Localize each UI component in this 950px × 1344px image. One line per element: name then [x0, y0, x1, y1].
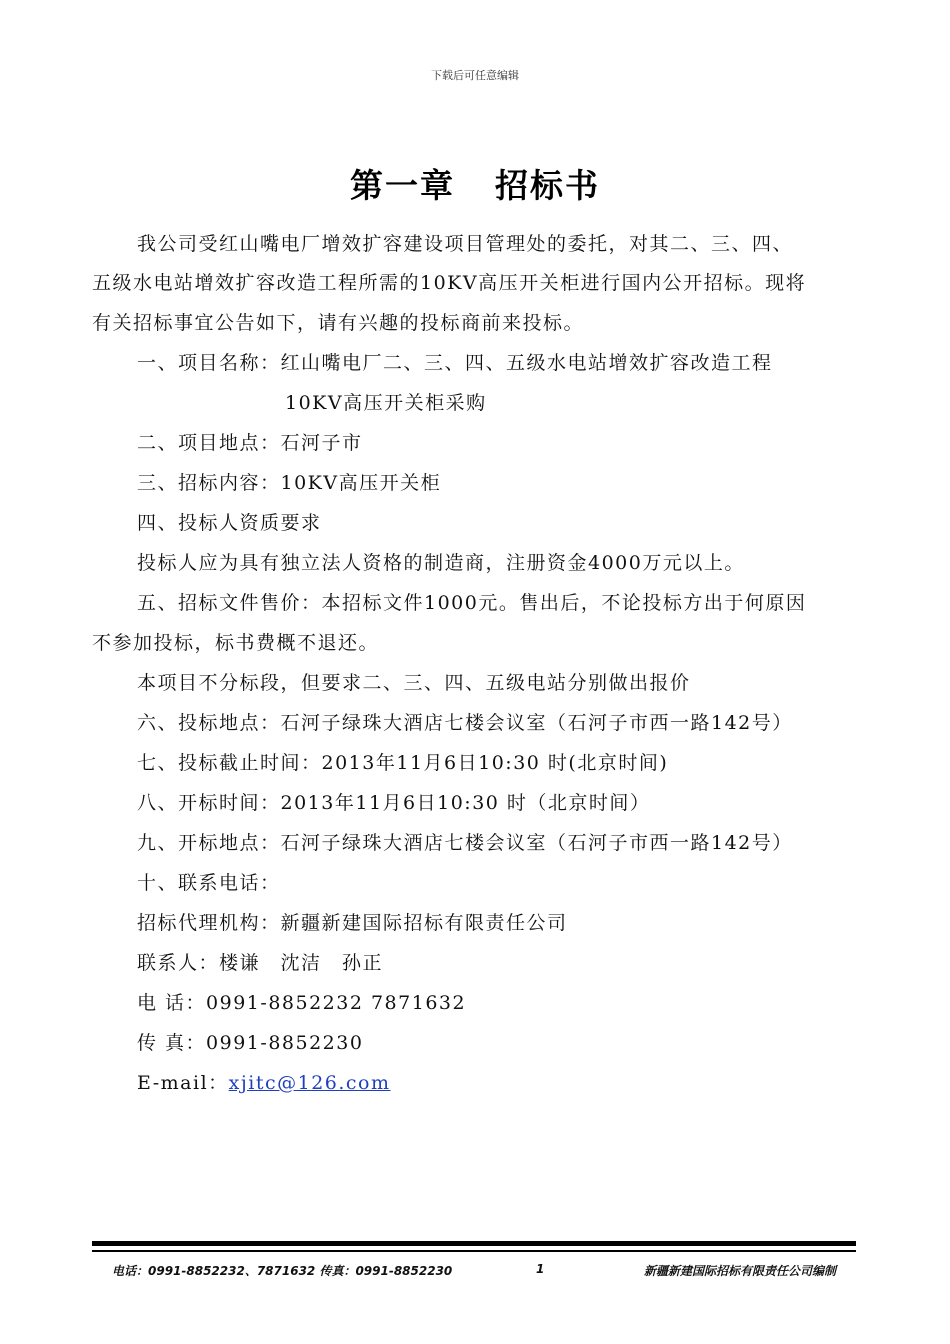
phone: 电 话：0991-8852232 7871632 [137, 992, 467, 1014]
document-price-line-1: 五、招标文件售价：本招标文件1000元。售出后，不论投标方出于何原因 [137, 592, 807, 614]
project-name-line-2: 10KV高压开关柜采购 [285, 392, 487, 414]
intro-line-1: 我公司受红山嘴电厂增效扩容建设项目管理处的委托，对其二、三、四、 [137, 233, 794, 255]
qualification-text: 投标人应为具有独立法人资格的制造商，注册资金4000万元以上。 [137, 552, 745, 574]
chapter-name: 招标书 [495, 166, 600, 205]
email-label: E-mail： [137, 1072, 229, 1094]
contact-title: 十、联系电话： [137, 872, 281, 894]
footer-contact: 电话：0991-8852232、7871632 传真：0991-8852230 [112, 1264, 453, 1278]
chapter-label: 第一章 [350, 166, 455, 205]
tender-content: 三、招标内容：10KV高压开关柜 [137, 472, 442, 494]
page-title [0, 160, 950, 207]
footer-divider-thick [92, 1241, 856, 1246]
agency: 招标代理机构：新疆新建国际招标有限责任公司 [137, 912, 568, 934]
bid-place: 六、投标地点：石河子绿珠大酒店七楼会议室（石河子市西一路142号） [137, 712, 793, 734]
document-price-line-2: 不参加投标，标书费概不退还。 [92, 632, 380, 654]
intro-line-3: 有关招标事宜公告如下，请有兴趣的投标商前来投标。 [92, 312, 585, 334]
bid-deadline: 七、投标截止时间：2013年11月6日10:30 时(北京时间) [137, 752, 669, 774]
open-time: 八、开标时间：2013年11月6日10:30 时（北京时间） [137, 792, 651, 814]
fax: 传 真：0991-8852230 [137, 1032, 364, 1054]
page-footer [92, 1262, 856, 1282]
email-link[interactable]: xjitc@126.com [228, 1072, 391, 1094]
open-place: 九、开标地点：石河子绿珠大酒店七楼会议室（石河子市西一路142号） [137, 832, 793, 854]
contact-persons: 联系人：楼谦 沈洁 孙正 [137, 952, 384, 974]
header-note: 下载后可任意编辑 [431, 69, 519, 82]
sections-note: 本项目不分标段，但要求二、三、四、五级电站分别做出报价 [137, 672, 691, 694]
qualification-title: 四、投标人资质要求 [137, 512, 322, 534]
project-name-line-1: 一、项目名称：红山嘴电厂二、三、四、五级水电站增效扩容改造工程 [137, 352, 773, 374]
intro-line-2: 五级水电站增效扩容改造工程所需的10KV高压开关柜进行国内公开招标。现将 [92, 272, 807, 294]
footer-divider-thin [92, 1250, 856, 1252]
project-location: 二、项目地点：石河子市 [137, 432, 363, 454]
footer-publisher: 新疆新建国际招标有限责任公司编制 [643, 1264, 836, 1278]
page-number: 1 [536, 1262, 545, 1276]
email-row [137, 1070, 391, 1096]
